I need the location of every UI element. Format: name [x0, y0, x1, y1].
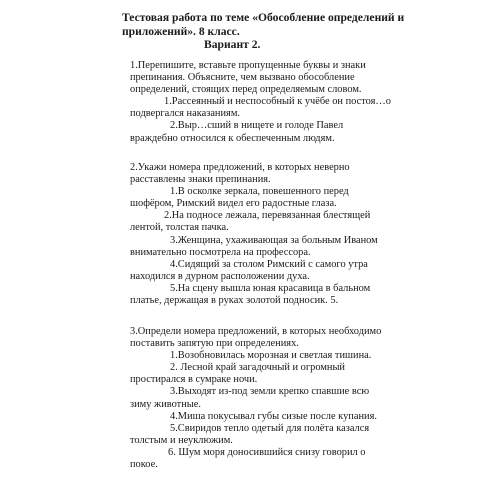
- task-1-line: 1.Перепишите, вставьте пропущенные буквы и знаки: [130, 60, 366, 71]
- task-3-line: 3.Определи номера предложений, в которых необходимо: [130, 326, 382, 337]
- task-1-line: определений, стоящих перед определяемым словом.: [130, 84, 362, 96]
- task-3-sentence-3: 3.Выходят из-под земли крепко спавшие всю: [170, 386, 370, 398]
- task-2-line: шофёром, Римский видел его радостные глаза.: [130, 198, 337, 210]
- task-1: [130, 60, 465, 145]
- task-1-line: подвергался наказаниям.: [130, 108, 240, 120]
- task-2-line: расставлены знаки препинания.: [130, 174, 271, 186]
- task-2: [130, 162, 465, 307]
- task-3-sentence-1: 1.Возобновилась морозная и светлая тишина.: [170, 350, 372, 362]
- task-3-line: простирался в сумраке ночи.: [130, 374, 258, 386]
- task-2-line: внимательно посмотрела на профессора.: [130, 246, 311, 258]
- task-3-line: поставить запятую при определениях.: [130, 338, 299, 350]
- variant-label: Вариант 2.: [204, 38, 261, 51]
- task-1-line: препинания. Объясните, чем вызвано обособление: [130, 72, 355, 84]
- task-1-sentence-1: 1.Рассеянный и неспособный к учёбе он постоя…о: [164, 96, 391, 108]
- task-2-line: 2.Укажи номера предложений, в которых неверно: [130, 162, 350, 173]
- task-3-sentence-5: 5.Свиридов тепло одетый для полёта казался: [170, 422, 370, 434]
- task-3-sentence-2: 2. Лесной край загадочный и огромный: [170, 362, 345, 374]
- task-1-sentence-2: 2.Выр…сший в нищете и голоде Павел: [170, 120, 344, 132]
- task-2-sentence-4: 4.Сидящий за столом Римский с самого утра: [170, 258, 368, 270]
- task-3-line: покое.: [130, 459, 158, 471]
- task-2-sentence-3: 3.Женщина, ухаживающая за больным Иваном: [170, 234, 378, 246]
- title-line-1: Тестовая работа по теме «Обособление определений и: [122, 11, 405, 24]
- task-2-line: платье, держащая в руках золотой подносик. 5.: [130, 295, 339, 307]
- task-3-sentence-6: 6. Шум моря доносившийся снизу говорил о: [168, 446, 366, 458]
- task-2-line: лентой, толстая пачка.: [130, 222, 229, 234]
- task-2-sentence-5: 5.На сцену вышла юная красавица в бальном: [170, 282, 371, 294]
- task-3-line: зиму животные.: [130, 398, 201, 410]
- document-title: [122, 11, 462, 52]
- task-3-sentence-4: 4.Миша покусывал губы сизые после купания.: [170, 410, 377, 422]
- task-2-line: находился в дурном расположении духа.: [130, 270, 310, 282]
- title-line-2: приложений». 8 класс.: [122, 24, 240, 38]
- task-2-sentence-2: 2.На подносе лежала, перевязанная блестящей: [164, 210, 371, 222]
- task-3: [130, 326, 465, 471]
- task-3-line: толстым и неуклюжим.: [130, 434, 233, 446]
- task-1-line: враждебно относился к обеспеченным людям.: [130, 132, 335, 144]
- task-2-sentence-1: 1.В осколке зеркала, повешенного перед: [170, 186, 349, 198]
